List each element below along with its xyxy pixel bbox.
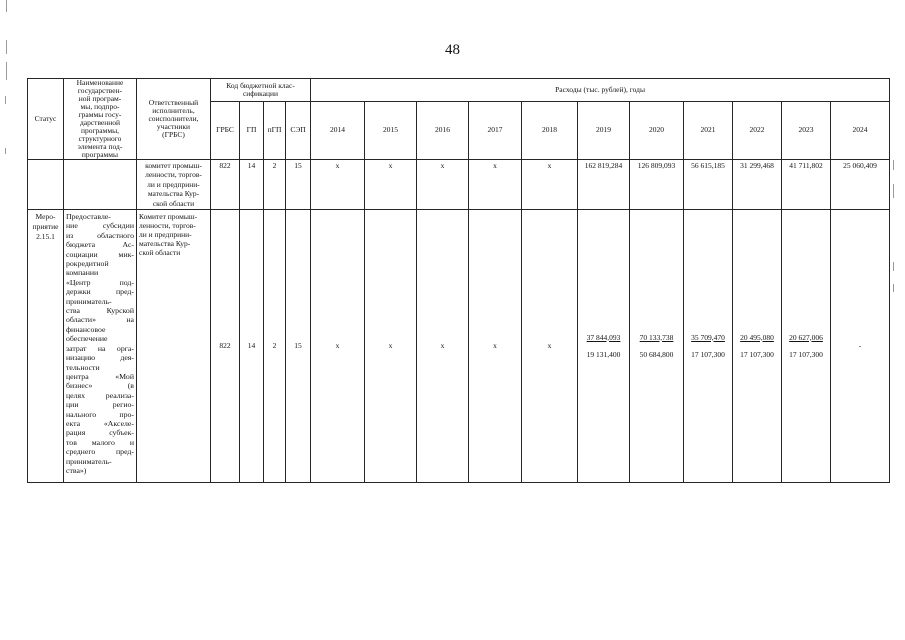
header-responsible: Ответственный исполнитель, соисполнители, участники (ГРБС) <box>137 79 211 160</box>
row-status-cell <box>28 160 64 210</box>
header-year: 2021 <box>684 101 733 159</box>
row-code-gp: 14 <box>240 160 264 210</box>
header-year: 2016 <box>417 101 469 159</box>
value-second-line: 50 684,800 <box>639 350 674 359</box>
row-code-grbs: 822 <box>211 160 240 210</box>
table-row <box>28 160 890 210</box>
scan-margin-mark <box>6 0 7 12</box>
value-total: 20 495,080 <box>740 332 774 342</box>
scan-margin-mark <box>893 184 894 198</box>
value-second-line: 17 107,300 <box>789 350 823 359</box>
header-year: 2022 <box>733 101 782 159</box>
row-value-2016: x <box>417 210 469 483</box>
header-code-grbs: ГРБС <box>211 101 240 159</box>
header-year: 2024 <box>831 101 890 159</box>
value-total: 35 709,470 <box>691 332 725 342</box>
row-value-2022: 31 299,468 <box>733 160 782 210</box>
value-second-line: 17 107,300 <box>691 350 725 359</box>
row-value-2023 <box>782 210 831 483</box>
row-code-grbs: 822 <box>211 210 240 483</box>
row-value-2018: x <box>522 210 578 483</box>
page-number: 48 <box>445 42 460 58</box>
row-value-2017: x <box>469 210 522 483</box>
table-row <box>28 210 890 483</box>
row-value-2019 <box>578 210 630 483</box>
value-second-line: 19 131,400 <box>586 350 621 359</box>
header-budget-code: Код бюджетной клас- сификации <box>211 79 311 102</box>
scan-margin-mark <box>893 284 894 292</box>
row-responsible: Комитет промыш- ленности, торгов- ли и предприни- мательства Кур- ской области <box>137 210 211 483</box>
header-year: 2017 <box>469 101 522 159</box>
row-code-sep: 15 <box>286 210 311 483</box>
header-row <box>28 79 890 102</box>
row-value-2020: 126 809,093 <box>630 160 684 210</box>
row-value-2021 <box>684 210 733 483</box>
header-year: 2015 <box>365 101 417 159</box>
row-value-2018: x <box>522 160 578 210</box>
row-code-pgp: 2 <box>264 210 286 483</box>
row-value-2014: x <box>311 160 365 210</box>
row-value-2015: x <box>365 210 417 483</box>
row-value-2016: x <box>417 160 469 210</box>
header-expenses: Расходы (тыс. рублей), годы <box>311 79 890 102</box>
row-value-2024: 25 060,409 <box>831 160 890 210</box>
header-year: 2023 <box>782 101 831 159</box>
header-code-gp: ГП <box>240 101 264 159</box>
row-code-pgp: 2 <box>264 160 286 210</box>
row-value-2023: 41 711,802 <box>782 160 831 210</box>
header-year: 2018 <box>522 101 578 159</box>
scan-margin-mark <box>5 148 6 154</box>
row-value-2021: 56 615,185 <box>684 160 733 210</box>
expenses-table <box>27 78 890 483</box>
value-second-line: 17 107,300 <box>740 350 774 359</box>
scan-margin-mark <box>6 62 7 80</box>
row-value-2017: x <box>469 160 522 210</box>
row-name-cell <box>64 160 137 210</box>
header-code-pgp: пГП <box>264 101 286 159</box>
header-year: 2014 <box>311 101 365 159</box>
row-name: Предоставле- ние субсидии из областного бюджета Ас- социации мик- рокредитной компании «Центр под- держки пред- приниматель- ства Курской области» на финансовое обеспечение затрат на орга- низацию дея- тельности центра «Мой бизнес» (в целях реализа- ции регио- нального про- екта «Акселе- рация субъек- тов малого и среднего пред- приниматель- ства») <box>64 210 137 483</box>
row-value-2024: - <box>831 210 890 483</box>
header-year: 2019 <box>578 101 630 159</box>
row-status: Меро- приятие 2.15.1 <box>28 210 64 483</box>
row-value-2019: 162 819,284 <box>578 160 630 210</box>
value-total: 37 844,093 <box>586 332 621 342</box>
header-code-sep: СЭП <box>286 101 311 159</box>
scan-margin-mark <box>893 160 894 170</box>
header-year: 2020 <box>630 101 684 159</box>
row-value-2014: x <box>311 210 365 483</box>
row-code-sep: 15 <box>286 160 311 210</box>
header-name: Наименование государствен- ной програм- мы, подпро- граммы госу- дарственной программы, структурного элемента под- программы <box>64 79 137 160</box>
row-value-2022 <box>733 210 782 483</box>
scan-margin-mark <box>893 262 894 271</box>
header-status: Статус <box>28 79 64 160</box>
row-value-2015: x <box>365 160 417 210</box>
row-code-gp: 14 <box>240 210 264 483</box>
value-total: 70 133,738 <box>639 332 674 342</box>
row-value-2020 <box>630 210 684 483</box>
scan-margin-mark <box>5 96 6 104</box>
value-total: 20 627,006 <box>789 332 823 342</box>
row-responsible: комитет промыш- ленности, торгов- ли и предприни- мательства Кур- ской области <box>137 160 211 210</box>
